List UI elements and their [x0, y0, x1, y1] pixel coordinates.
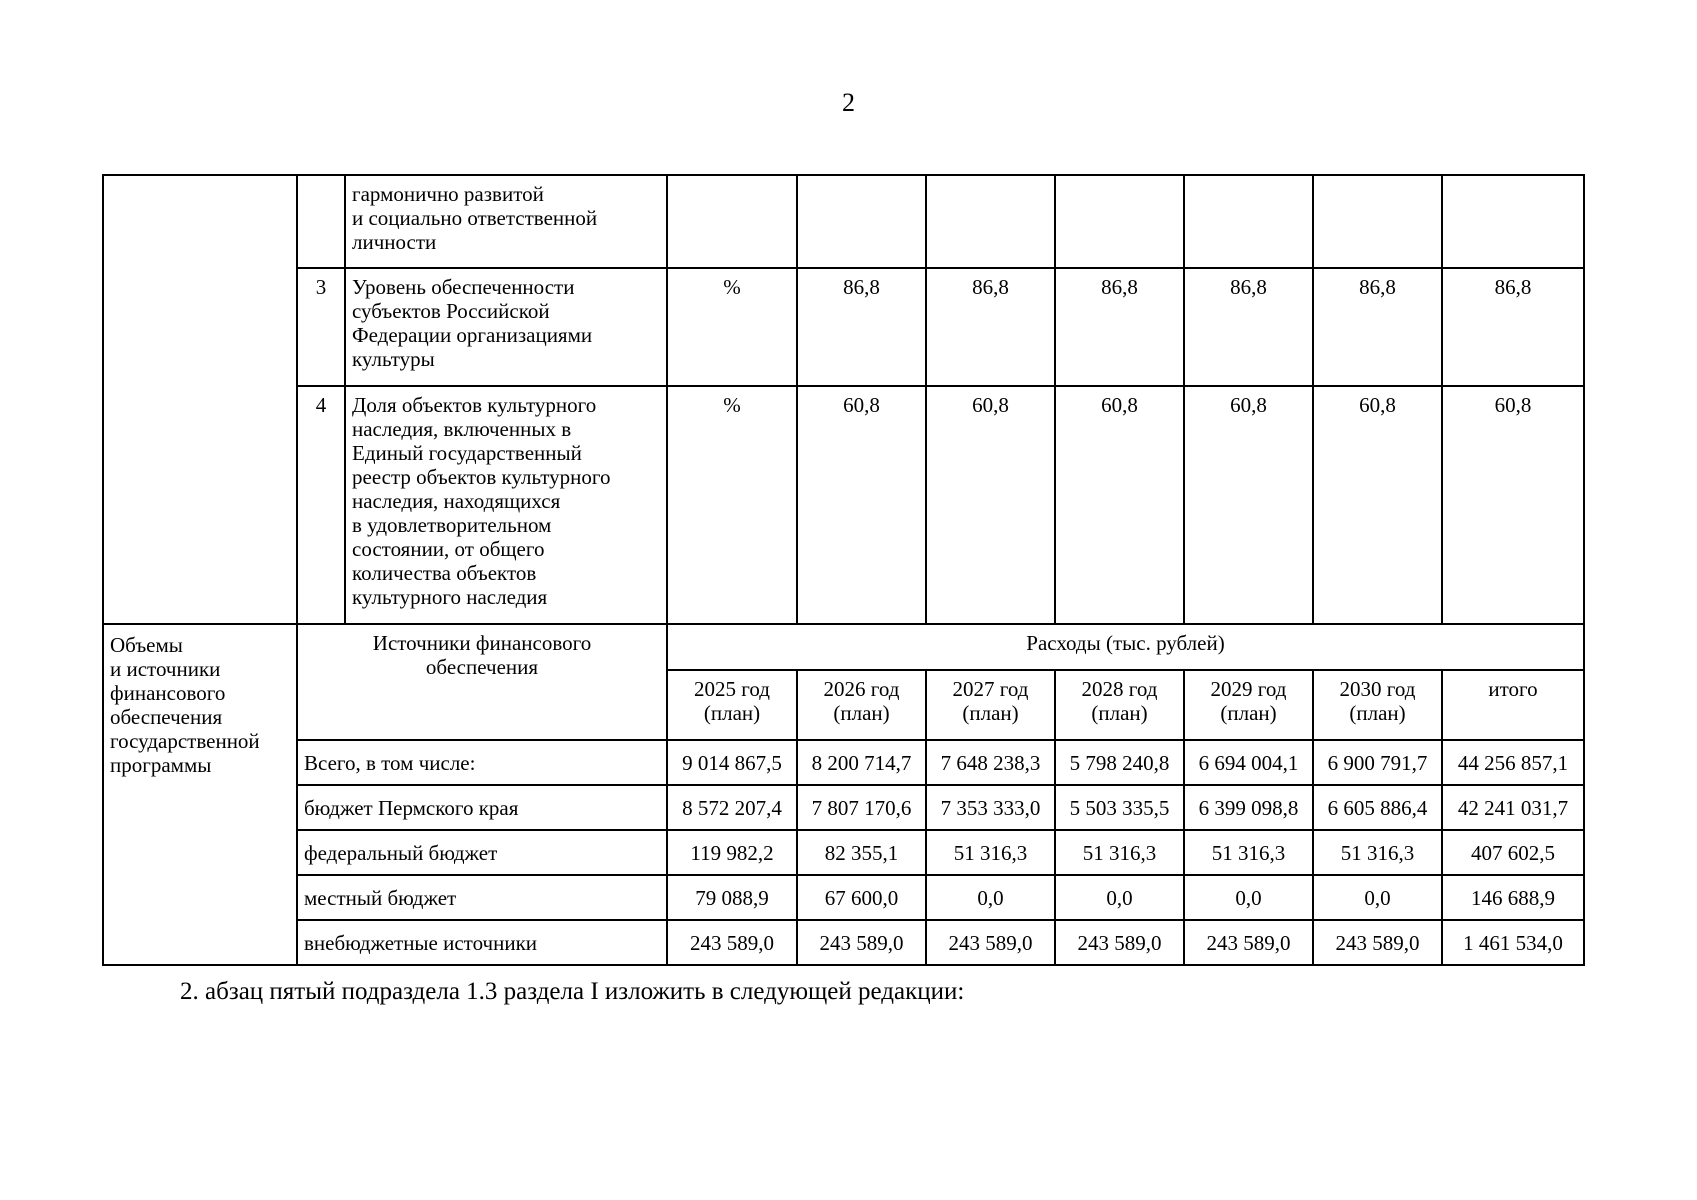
- finance-value: 7 807 170,6: [797, 785, 926, 830]
- finance-source: местный бюджет: [297, 875, 667, 920]
- finance-value: 0,0: [1313, 875, 1442, 920]
- finance-value: 243 589,0: [797, 920, 926, 965]
- finance-value: 243 589,0: [1313, 920, 1442, 965]
- finance-value: 243 589,0: [926, 920, 1055, 965]
- finance-section-label: Объемы и источники финансового обеспечения государственной программы: [103, 624, 297, 965]
- finance-source: Всего, в том числе:: [297, 740, 667, 785]
- finance-value: 6 605 886,4: [1313, 785, 1442, 830]
- finance-value: 79 088,9: [667, 875, 797, 920]
- indicator-value: 60,8: [1184, 386, 1313, 624]
- finance-source: бюджет Пермского края: [297, 785, 667, 830]
- indicator-name: Доля объектов культурного наследия, включенных в Единый государственный реестр объектов культурного наследия, находящихся в удовлетворительном состоянии, от общего количества объектов культурного наследия: [345, 386, 667, 624]
- indicator-value: 60,8: [797, 386, 926, 624]
- indicator-value: 60,8: [1313, 386, 1442, 624]
- indicator-value: 86,8: [1055, 268, 1184, 386]
- expenses-header: Расходы (тыс. рублей): [667, 624, 1584, 670]
- finance-source: федеральный бюджет: [297, 830, 667, 875]
- indicator-value: 60,8: [1055, 386, 1184, 624]
- indicator-value: [797, 175, 926, 268]
- indicator-value: 86,8: [1442, 268, 1584, 386]
- finance-value: 0,0: [926, 875, 1055, 920]
- finance-value: 243 589,0: [1055, 920, 1184, 965]
- indicator-row: [103, 175, 1584, 268]
- indicator-value: 86,8: [797, 268, 926, 386]
- finance-value: 6 399 098,8: [1184, 785, 1313, 830]
- finance-value: 243 589,0: [1184, 920, 1313, 965]
- indicator-unit: [667, 175, 797, 268]
- total-header: итого: [1442, 670, 1584, 740]
- finance-value: 51 316,3: [1184, 830, 1313, 875]
- indicator-name: гармонично развитой и социально ответственной личности: [345, 175, 667, 268]
- indicator-value: 60,8: [926, 386, 1055, 624]
- indicator-name: Уровень обеспеченности субъектов Российской Федерации организациями культуры: [345, 268, 667, 386]
- indicator-number: [297, 175, 345, 268]
- year-header: 2028 год (план): [1055, 670, 1184, 740]
- year-header: 2029 год (план): [1184, 670, 1313, 740]
- empty-section-cell: [103, 175, 297, 624]
- finance-value: 51 316,3: [926, 830, 1055, 875]
- amendment-paragraph: 2. абзац пятый подраздела 1.3 раздела I изложить в следующей редакции:: [180, 978, 965, 1005]
- sources-header: Источники финансового обеспечения: [297, 624, 667, 740]
- finance-value: 6 900 791,7: [1313, 740, 1442, 785]
- finance-row: [103, 785, 1584, 830]
- indicator-value: [1442, 175, 1584, 268]
- finance-value: 9 014 867,5: [667, 740, 797, 785]
- indicator-unit: %: [667, 268, 797, 386]
- finance-total: 407 602,5: [1442, 830, 1584, 875]
- finance-value: 6 694 004,1: [1184, 740, 1313, 785]
- finance-total: 146 688,9: [1442, 875, 1584, 920]
- year-header: 2025 год (план): [667, 670, 797, 740]
- indicator-value: 86,8: [1184, 268, 1313, 386]
- finance-value: 119 982,2: [667, 830, 797, 875]
- indicator-value: 86,8: [1313, 268, 1442, 386]
- indicator-value: [1184, 175, 1313, 268]
- indicator-value: 60,8: [1442, 386, 1584, 624]
- indicator-number: 4: [297, 386, 345, 624]
- finance-value: 51 316,3: [1313, 830, 1442, 875]
- indicator-row: [103, 386, 1584, 624]
- indicator-value: [1055, 175, 1184, 268]
- finance-value: 67 600,0: [797, 875, 926, 920]
- indicator-value: [926, 175, 1055, 268]
- indicator-number: 3: [297, 268, 345, 386]
- indicator-value: 86,8: [926, 268, 1055, 386]
- finance-value: 0,0: [1184, 875, 1313, 920]
- finance-value: 0,0: [1055, 875, 1184, 920]
- finance-value: 7 648 238,3: [926, 740, 1055, 785]
- finance-total: 44 256 857,1: [1442, 740, 1584, 785]
- finance-row: [103, 920, 1584, 965]
- finance-total: 42 241 031,7: [1442, 785, 1584, 830]
- indicator-unit: %: [667, 386, 797, 624]
- finance-source: внебюджетные источники: [297, 920, 667, 965]
- finance-value: 7 353 333,0: [926, 785, 1055, 830]
- finance-value: 8 200 714,7: [797, 740, 926, 785]
- year-header: 2026 год (план): [797, 670, 926, 740]
- year-header: 2030 год (план): [1313, 670, 1442, 740]
- finance-total: 1 461 534,0: [1442, 920, 1584, 965]
- finance-value: 5 503 335,5: [1055, 785, 1184, 830]
- indicator-value: [1313, 175, 1442, 268]
- finance-row: [103, 740, 1584, 785]
- program-passport-table: [102, 174, 1585, 966]
- indicator-row: [103, 268, 1584, 386]
- page-number: 2: [842, 88, 855, 117]
- finance-value: 82 355,1: [797, 830, 926, 875]
- finance-row: [103, 830, 1584, 875]
- finance-value: 51 316,3: [1055, 830, 1184, 875]
- finance-header-row: [103, 624, 1584, 670]
- finance-value: 243 589,0: [667, 920, 797, 965]
- year-header: 2027 год (план): [926, 670, 1055, 740]
- finance-value: 8 572 207,4: [667, 785, 797, 830]
- finance-row: [103, 875, 1584, 920]
- finance-value: 5 798 240,8: [1055, 740, 1184, 785]
